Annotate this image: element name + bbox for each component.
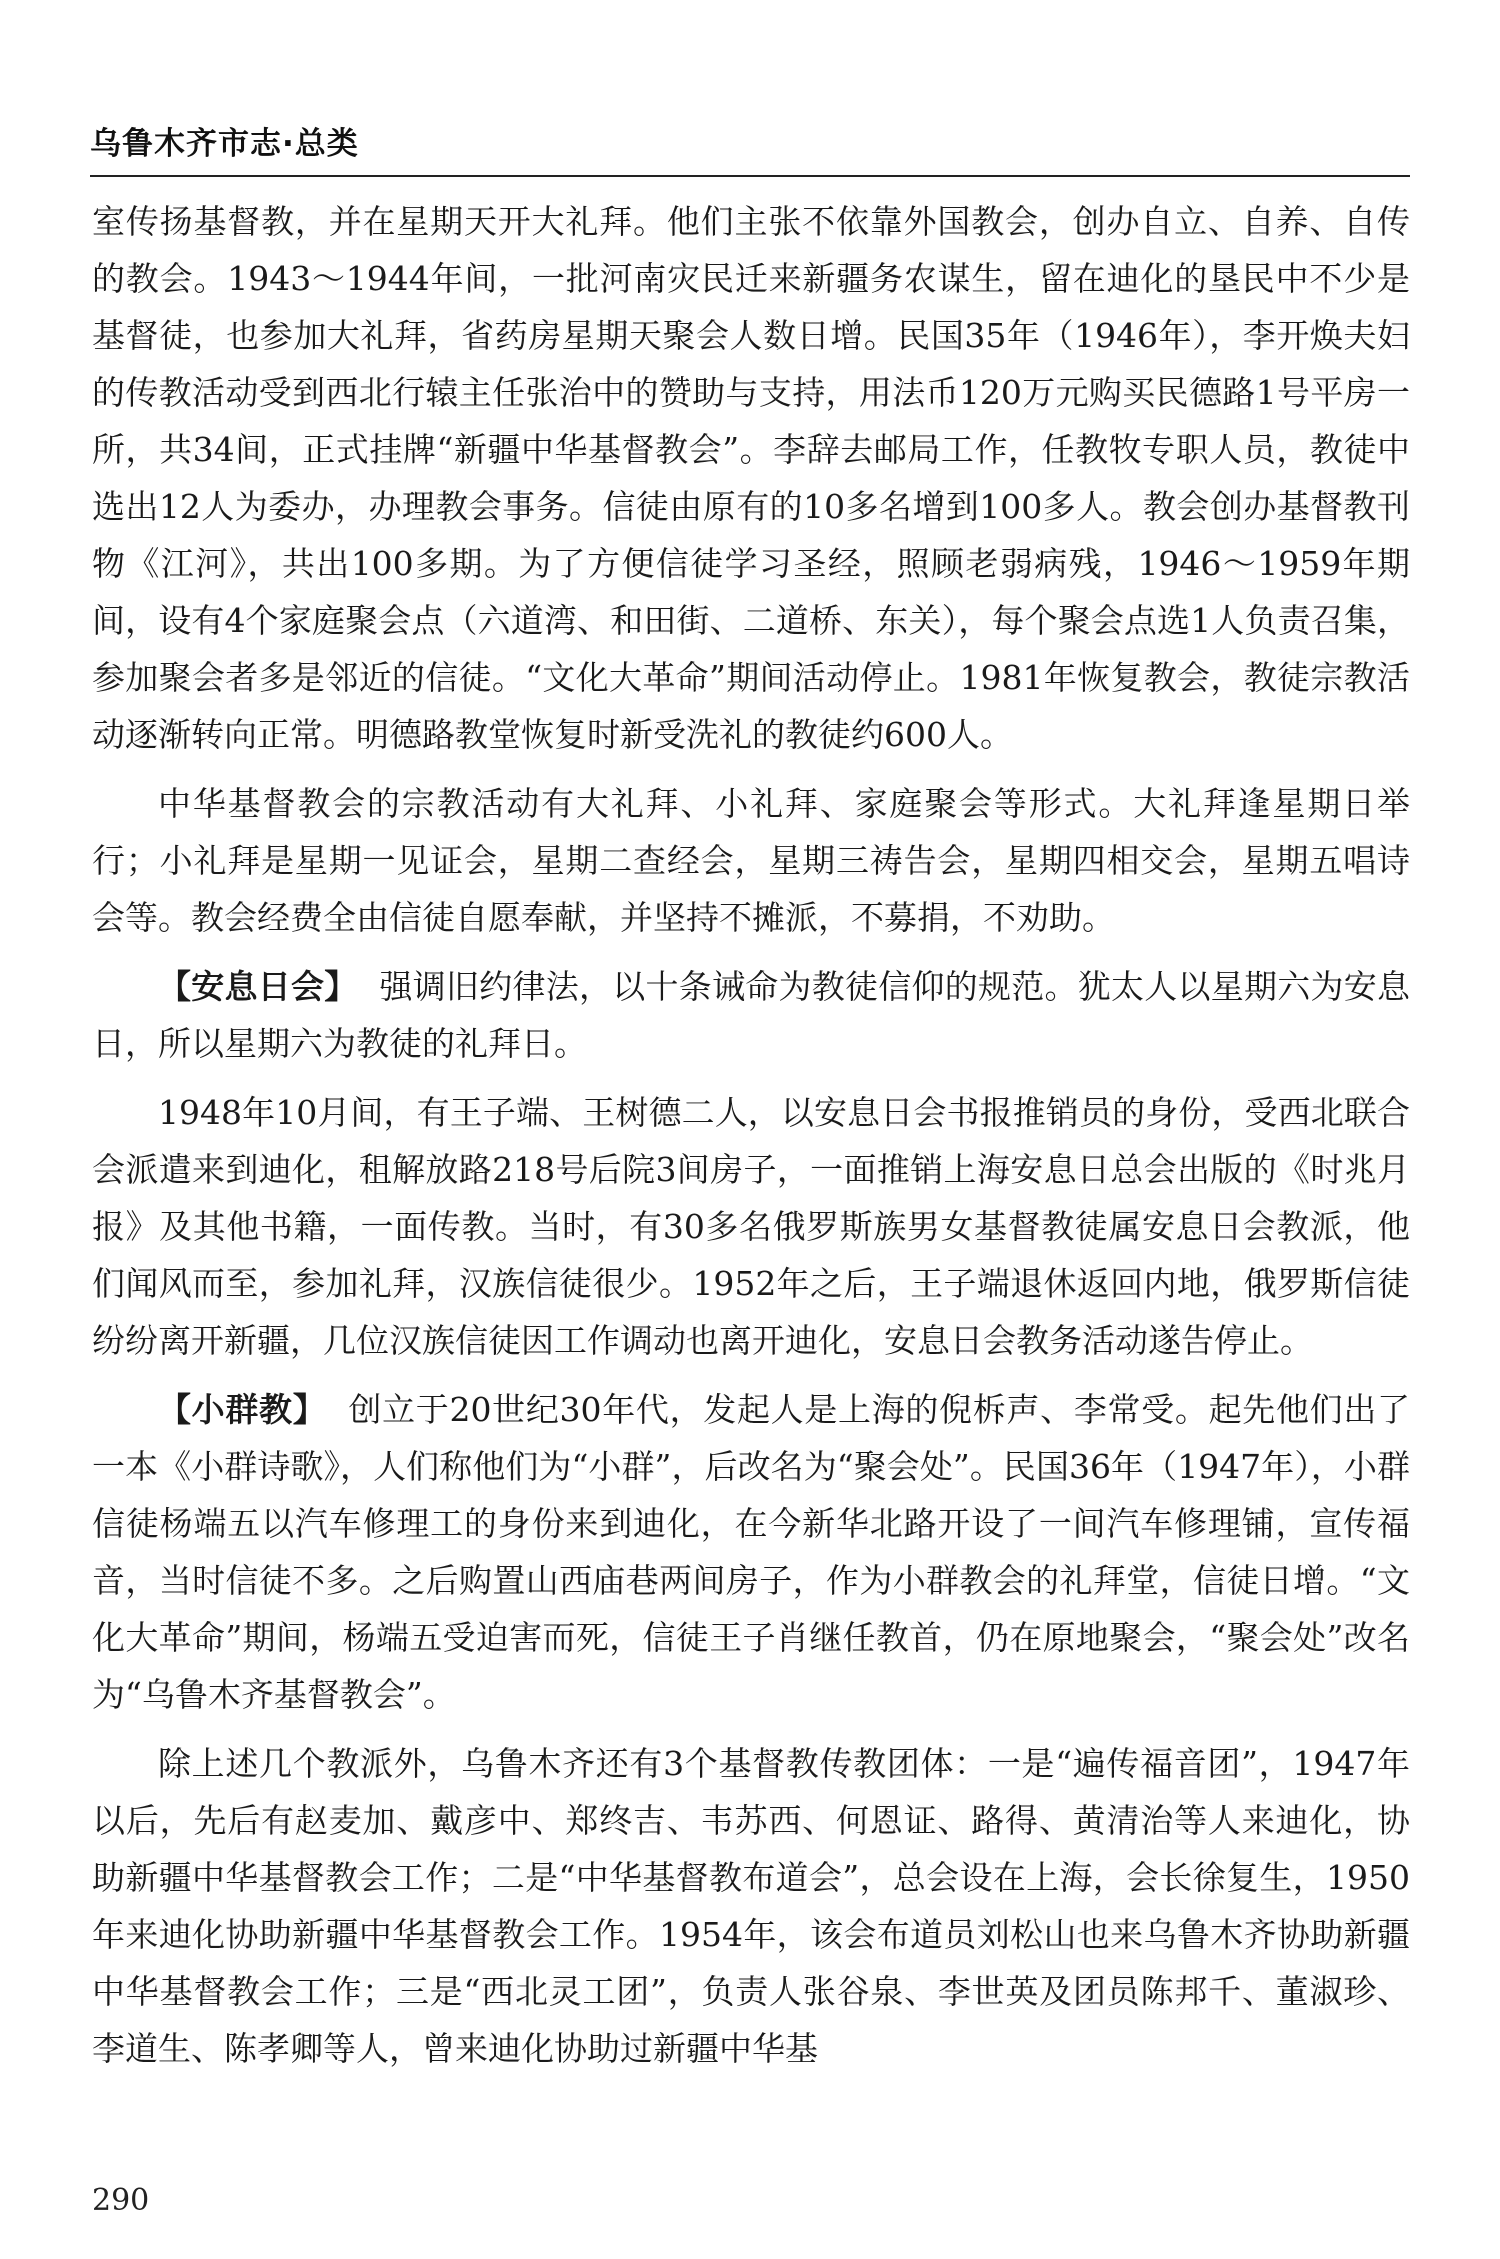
paragraph-text: 强调旧约律法，以十条诫命为教徒信仰的规范。犹太人以星期六为安息日，所以星期六为教徒的礼拜日。	[92, 967, 1410, 1063]
paragraph-entry	[92, 1381, 1410, 1723]
paragraph-entry	[92, 958, 1410, 1072]
paragraph-continued	[92, 193, 1410, 763]
running-header: 乌鲁木齐市志·总类	[90, 126, 359, 162]
header-rule	[90, 175, 1410, 177]
paragraph	[92, 1735, 1410, 2077]
paragraph-text: 中华基督教会的宗教活动有大礼拜、小礼拜、家庭聚会等形式。大礼拜逢星期日举行；小礼拜是星期一见证会，星期二查经会，星期三祷告会，星期四相交会，星期五唱诗会等。教会经费全由信徒自愿奉献，并坚持不摊派，不募捐，不劝助。	[92, 784, 1410, 937]
entry-term-little-flock: 【小群教】	[158, 1390, 327, 1429]
page-number: 290	[92, 2183, 150, 2218]
paragraph	[92, 775, 1410, 946]
body-text	[92, 193, 1410, 2089]
paragraph-text: 除上述几个教派外，乌鲁木齐还有3个基督教传教团体：一是“遍传福音团”，1947年以后，先后有赵麦加、戴彦中、郑终吉、韦苏西、何恩证、路得、黄清治等人来迪化，协助新疆中华基督教会工作；二是“中华基督教布道会”，总会设在上海，会长徐复生，1950年来迪化协助新疆中华基督教会工作。1954年，该会布道员刘松山也来乌鲁木齐协助新疆中华基督教会工作；三是“西北灵工团”，负责人张谷泉、李世英及团员陈邦千、董淑珍、李道生、陈孝卿等人，曾来迪化协助过新疆中华基	[92, 1744, 1410, 2068]
paragraph-text: 创立于20世纪30年代，发起人是上海的倪柝声、李常受。起先他们出了一本《小群诗歌》，人们称他们为“小群”，后改名为“聚会处”。民国36年（1947年），小群信徒杨端五以汽车修理工的身份来到迪化，在今新华北路开设了一间汽车修理铺，宣传福音，当时信徒不多。之后购置山西庙巷两间房子，作为小群教会的礼拜堂，信徒日增。“文化大革命”期间，杨端五受迫害而死，信徒王子肖继任教首，仍在原地聚会，“聚会处”改名为“乌鲁木齐基督教会”。	[92, 1390, 1411, 1714]
paragraph	[92, 1084, 1410, 1369]
entry-term-sabbath: 【安息日会】	[158, 967, 358, 1006]
paragraph-text: 室传扬基督教，并在星期天开大礼拜。他们主张不依靠外国教会，创办自立、自养、自传的教会。1943～1944年间，一批河南灾民迁来新疆务农谋生，留在迪化的垦民中不少是基督徒，也参加大礼拜，省药房星期天聚会人数日增。民国35年（1946年），李开焕夫妇的传教活动受到西北行辕主任张治中的赞助与支持，用法币120万元购买民德路1号平房一所，共34间，正式挂牌“新疆中华基督教会”。李辞去邮局工作，任教牧专职人员，教徒中选出12人为委办，办理教会事务。信徒由原有的10多名增到100多人。教会创办基督教刊物《江河》，共出100多期。为了方便信徒学习圣经，照顾老弱病残，1946～1959年期间，设有4个家庭聚会点（六道湾、和田街、二道桥、东关），每个聚会点选1人负责召集，参加聚会者多是邻近的信徒。“文化大革命”期间活动停止。1981年恢复教会，教徒宗教活动逐渐转向正常。明德路教堂恢复时新受洗礼的教徒约600人。	[92, 202, 1410, 754]
paragraph-text: 1948年10月间，有王子端、王树德二人，以安息日会书报推销员的身份，受西北联合会派遣来到迪化，租解放路218号后院3间房子，一面推销上海安息日总会出版的《时兆月报》及其他书籍，一面传教。当时，有30多名俄罗斯族男女基督教徒属安息日会教派，他们闻风而至，参加礼拜，汉族信徒很少。1952年之后，王子端退休返回内地，俄罗斯信徒纷纷离开新疆，几位汉族信徒因工作调动也离开迪化，安息日会教务活动遂告停止。	[92, 1093, 1410, 1360]
